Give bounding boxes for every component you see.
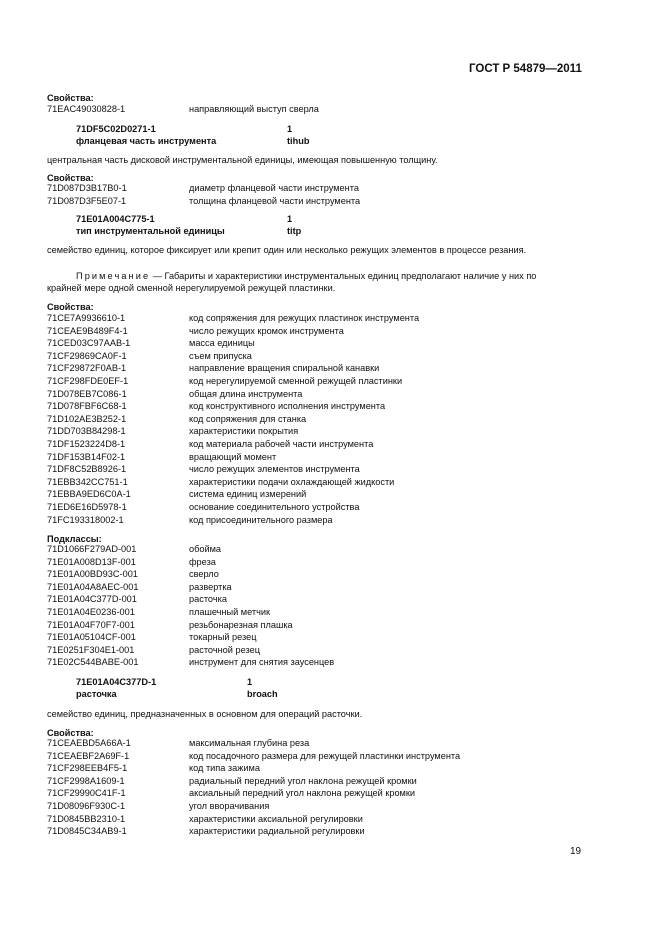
item-description: аксиальный передний угол наклона режущей кромки bbox=[189, 788, 416, 799]
list-item bbox=[47, 182, 627, 195]
item-description: толщина фланцевой части инструмента bbox=[189, 195, 361, 206]
item-description: инструмент для снятия заусенцев bbox=[189, 657, 335, 668]
properties-title: Свойства: bbox=[47, 728, 94, 738]
list-item bbox=[47, 337, 627, 350]
entry-code: 71DF5C02D0271-1 bbox=[76, 124, 156, 134]
entry-name: фланцевая часть инструмента bbox=[76, 136, 217, 146]
item-id: 71E0251F304E1-001 bbox=[47, 644, 135, 655]
list-item bbox=[47, 543, 627, 556]
note-label: Примечание bbox=[76, 271, 151, 281]
entry-description: семейство единиц, которое фиксирует или крепит один или несколько режущих элементов в процессе резания. bbox=[47, 245, 527, 255]
item-id: 71D1066F279AD-001 bbox=[47, 544, 137, 554]
list-item bbox=[47, 631, 627, 644]
item-id: 71CF29990C41F-1 bbox=[47, 788, 126, 799]
item-description: резьбонарезная плашка bbox=[189, 619, 293, 630]
list-item bbox=[47, 644, 627, 657]
item-description: система единиц измерений bbox=[189, 489, 307, 500]
list-item bbox=[47, 488, 627, 501]
item-id: 71CEAEBF2A69F-1 bbox=[47, 750, 130, 761]
item-description: обойма bbox=[189, 544, 222, 554]
item-description: угол вворачивания bbox=[189, 800, 270, 811]
item-description: максимальная глубина реза bbox=[189, 738, 310, 748]
item-id: 71CF29872F0AB-1 bbox=[47, 363, 127, 374]
item-id: 71DD703B84298-1 bbox=[47, 426, 126, 437]
item-id: 71CF29869CA0F-1 bbox=[47, 350, 127, 361]
item-description: развертка bbox=[189, 581, 232, 592]
properties-title: Свойства: bbox=[47, 93, 94, 103]
item-description: направляющий выступ сверла bbox=[189, 104, 319, 114]
item-description: характеристики подачи охлаждающей жидкости bbox=[189, 476, 395, 487]
item-id: 71DF1523224D8-1 bbox=[47, 438, 126, 449]
item-id: 71D087D3F5E07-1 bbox=[47, 195, 127, 206]
entry-short-name: broach bbox=[247, 689, 278, 699]
list-item bbox=[47, 606, 627, 619]
list-item bbox=[47, 325, 627, 338]
item-id: 71CEAEBD5A66A-1 bbox=[47, 738, 131, 748]
list-item bbox=[47, 375, 627, 388]
entry-version: 1 bbox=[287, 214, 293, 224]
item-id: 71D078FBF6C68-1 bbox=[47, 401, 127, 412]
list-item bbox=[47, 568, 627, 581]
item-description: расточной резец bbox=[189, 644, 260, 655]
properties-title: Свойства: bbox=[47, 302, 94, 312]
properties-title: Свойства: bbox=[47, 173, 94, 183]
list-item bbox=[47, 312, 627, 325]
list-item bbox=[47, 501, 627, 514]
entry-short-name: titp bbox=[287, 226, 302, 236]
properties-list bbox=[47, 737, 627, 838]
list-item bbox=[47, 103, 627, 116]
item-id: 71E02C544BABE-001 bbox=[47, 657, 139, 668]
item-id: 71EBB342CC751-1 bbox=[47, 476, 128, 487]
item-description: расточка bbox=[189, 594, 227, 605]
item-id: 71E01A05104CF-001 bbox=[47, 632, 136, 643]
list-item bbox=[47, 425, 627, 438]
list-item bbox=[47, 350, 627, 363]
entry-short-name: tihub bbox=[287, 136, 310, 146]
list-item bbox=[47, 195, 627, 208]
note-line-2: крайней мере одной сменной нерегулируемой режущей пластинки. bbox=[47, 283, 336, 293]
standard-header: ГОСТ Р 54879—2011 bbox=[469, 63, 582, 75]
item-description: диаметр фланцевой части инструмента bbox=[189, 183, 359, 193]
item-description: характеристики покрытия bbox=[189, 426, 299, 437]
subclasses-title: Подклассы: bbox=[47, 534, 102, 544]
item-description: код сопряжения для режущих пластинок инструмента bbox=[189, 313, 420, 323]
item-description: токарный резец bbox=[189, 632, 257, 643]
item-id: 71CF298EEB4F5-1 bbox=[47, 763, 128, 774]
list-item bbox=[47, 388, 627, 401]
item-id: 71E01A04E0236-001 bbox=[47, 606, 135, 617]
item-id: 71E01A008D13F-001 bbox=[47, 556, 136, 567]
entry-name: расточка bbox=[76, 689, 117, 699]
item-id: 71DF8C52B8926-1 bbox=[47, 464, 127, 475]
item-id: 71CF298FDE0EF-1 bbox=[47, 375, 129, 386]
list-item bbox=[47, 800, 627, 813]
list-item bbox=[47, 413, 627, 426]
list-item bbox=[47, 825, 627, 838]
list-item bbox=[47, 813, 627, 826]
item-description: код посадочного размера для режущей пластинки инструмента bbox=[189, 750, 461, 761]
list-item bbox=[47, 451, 627, 464]
list-item bbox=[47, 556, 627, 569]
list-item bbox=[47, 750, 627, 763]
item-id: 71E01A00BD93C-001 bbox=[47, 569, 138, 580]
item-description: съем припуска bbox=[189, 350, 252, 361]
item-description: код конструктивного исполнения инструмента bbox=[189, 401, 386, 412]
item-description: фреза bbox=[189, 556, 216, 567]
item-description: направление вращения спиральной канавки bbox=[189, 363, 380, 374]
item-id: 71CEAE9B489F4-1 bbox=[47, 325, 128, 336]
item-id: 71D102AE3B252-1 bbox=[47, 413, 127, 424]
list-item bbox=[47, 581, 627, 594]
item-description: характеристики аксиальной регулировки bbox=[189, 813, 363, 824]
entry-version: 1 bbox=[247, 677, 253, 687]
item-id: 71E01A04A8AEC-001 bbox=[47, 581, 139, 592]
item-id: 71D08096F930C-1 bbox=[47, 800, 126, 811]
item-description: плашечный метчик bbox=[189, 606, 271, 617]
entry-description: центральная часть дисковой инструментальной единицы, имеющая повышенную толщину. bbox=[47, 155, 438, 165]
entry-name: тип инструментальной единицы bbox=[76, 226, 225, 236]
list-item bbox=[47, 362, 627, 375]
list-item bbox=[47, 476, 627, 489]
item-id: 71EBBA9ED6C0A-1 bbox=[47, 489, 131, 500]
properties-list bbox=[47, 103, 627, 116]
item-description: вращающий момент bbox=[189, 451, 277, 462]
note-line-1 bbox=[76, 271, 536, 282]
item-description: код типа зажима bbox=[189, 763, 260, 774]
list-item bbox=[47, 463, 627, 476]
entry-version: 1 bbox=[287, 124, 293, 134]
item-id: 71CE7A9936610-1 bbox=[47, 313, 126, 323]
page-number: 19 bbox=[570, 846, 582, 857]
item-id: 71EAC49030828-1 bbox=[47, 104, 126, 114]
item-description: код нерегулируемой сменной режущей пластинки bbox=[189, 375, 403, 386]
entry-code: 71E01A04C377D-1 bbox=[76, 677, 157, 687]
list-item bbox=[47, 400, 627, 413]
item-description: общая длина инструмента bbox=[189, 388, 303, 399]
item-description: код материала рабочей части инструмента bbox=[189, 438, 374, 449]
list-item bbox=[47, 593, 627, 606]
list-item bbox=[47, 737, 627, 750]
item-description: основание соединительного устройства bbox=[189, 501, 360, 512]
list-item bbox=[47, 656, 627, 669]
item-description: код присоединительного размера bbox=[189, 514, 333, 525]
item-description: число режущих элементов инструмента bbox=[189, 464, 360, 475]
properties-list bbox=[47, 312, 627, 526]
item-id: 71D0845C34AB9-1 bbox=[47, 826, 127, 837]
item-id: 71ED6E16D5978-1 bbox=[47, 501, 127, 512]
item-id: 71D0845BB2310-1 bbox=[47, 813, 126, 824]
item-id: 71D078EB7C086-1 bbox=[47, 388, 127, 399]
item-description: число режущих кромок инструмента bbox=[189, 325, 344, 336]
list-item bbox=[47, 775, 627, 788]
note-text: — Габариты и характеристики инструментальных единиц предполагают наличие у них по bbox=[150, 271, 537, 281]
entry-code: 71E01A004C775-1 bbox=[76, 214, 155, 224]
list-item bbox=[47, 514, 627, 527]
entry-description: семейство единиц, предназначенных в основном для операций расточки. bbox=[47, 709, 363, 719]
list-item bbox=[47, 787, 627, 800]
subclasses-list bbox=[47, 543, 627, 669]
item-id: 71CED03C97AAB-1 bbox=[47, 338, 131, 349]
item-id: 71DF153B14F02-1 bbox=[47, 451, 126, 462]
item-description: радиальный передний угол наклона режущей кромки bbox=[189, 775, 417, 786]
item-id: 71D087D3B17B0-1 bbox=[47, 183, 127, 193]
list-item bbox=[47, 438, 627, 451]
item-description: характеристики радиальной регулировки bbox=[189, 826, 365, 837]
item-id: 71E01A04C377D-001 bbox=[47, 594, 137, 605]
item-id: 71FC193318002-1 bbox=[47, 514, 124, 525]
item-id: 71CF2998A1609-1 bbox=[47, 775, 125, 786]
item-description: сверло bbox=[189, 569, 219, 580]
item-id: 71E01A04F70F7-001 bbox=[47, 619, 135, 630]
properties-list bbox=[47, 182, 627, 207]
item-description: код сопряжения для станка bbox=[189, 413, 307, 424]
list-item bbox=[47, 762, 627, 775]
list-item bbox=[47, 619, 627, 632]
item-description: масса единицы bbox=[189, 338, 255, 349]
